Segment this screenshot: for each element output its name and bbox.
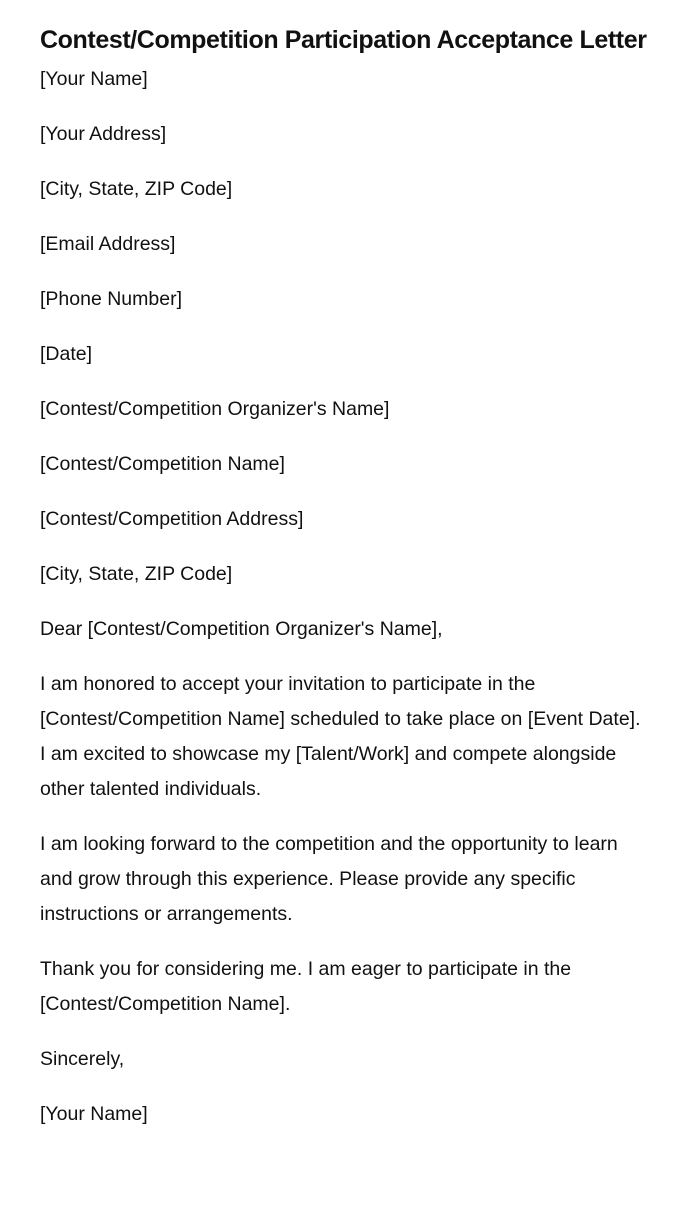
- sender-address: [Your Address]: [40, 123, 167, 145]
- letter-date: [Date]: [40, 343, 93, 365]
- salutation: Dear [Contest/Competition Organizer's Name],: [40, 618, 443, 640]
- recipient-organizer-name: [Contest/Competition Organizer's Name]: [40, 398, 390, 420]
- recipient-city-state-zip: [City, State, ZIP Code]: [40, 563, 233, 585]
- recipient-contest-name: [Contest/Competition Name]: [40, 453, 285, 475]
- sender-city-state-zip: [City, State, ZIP Code]: [40, 178, 233, 200]
- signature-name: [Your Name]: [40, 1103, 148, 1125]
- sender-name: [Your Name]: [40, 68, 148, 90]
- sender-email: [Email Address]: [40, 233, 176, 255]
- sender-phone: [Phone Number]: [40, 288, 182, 310]
- closing: Sincerely,: [40, 1048, 125, 1070]
- body-paragraph-1: I am honored to accept your invitation to participate in the [Contest/Competition Name] scheduled to take place on [Event Date]. I am excited to showcase my [Talent/Work] and compete alongside other talented individuals.: [40, 673, 641, 800]
- body-paragraph-3: Thank you for considering me. I am eager to participate in the [Contest/Competition Name].: [40, 958, 572, 1015]
- recipient-contest-address: [Contest/Competition Address]: [40, 508, 304, 530]
- recipient-block: [40, 392, 650, 592]
- body-paragraph-2: I am looking forward to the competition and the opportunity to learn and grow through this experience. Please provide any specific instructions or arrangements.: [40, 833, 618, 925]
- letter-document: [40, 18, 650, 1132]
- sender-block: [40, 62, 650, 372]
- document-title: Contest/Competition Participation Acceptance Letter: [40, 26, 647, 54]
